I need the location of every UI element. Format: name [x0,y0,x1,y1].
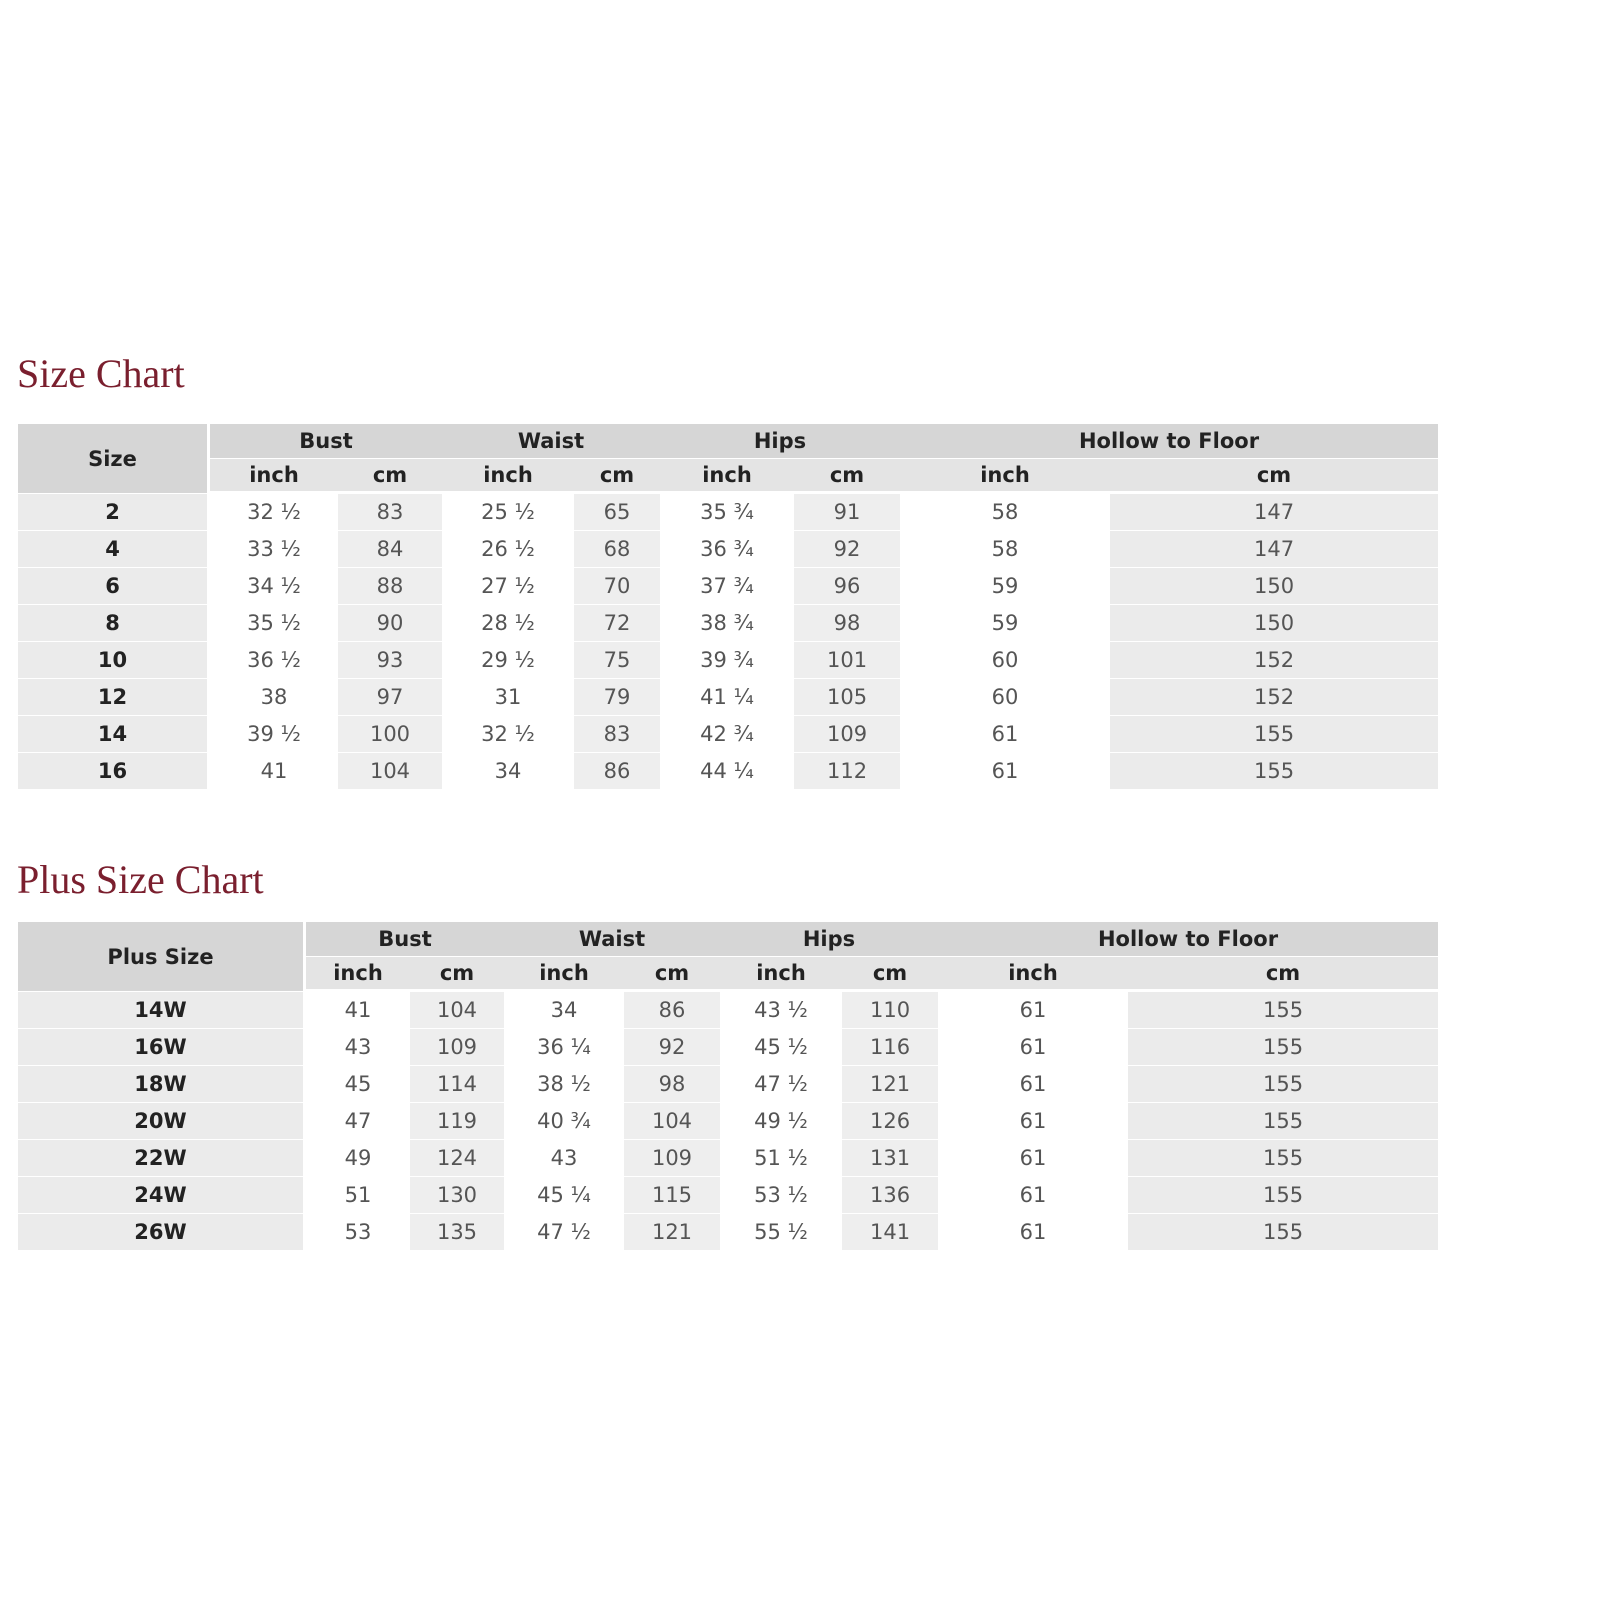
measurement-cell: 92 [794,531,900,568]
measurement-cell: 26 ½ [442,531,574,568]
size-cell: 26W [18,1214,306,1251]
measurement-cell: 96 [794,568,900,605]
measurement-cell: 109 [624,1140,720,1177]
size-chart-body [18,494,1438,790]
measurement-cell: 60 [900,642,1110,679]
measurement-cell: 112 [794,753,900,790]
unit-header: inch [442,459,574,494]
size-cell: 14W [18,992,306,1029]
measurement-cell: 41 [210,753,338,790]
measurement-cell: 37 ¾ [660,568,794,605]
measurement-cell: 45 [306,1066,410,1103]
measurement-cell: 126 [842,1103,938,1140]
measurement-cell: 75 [574,642,660,679]
table-row [18,568,1438,605]
table-row [18,494,1438,531]
measurement-cell: 61 [938,1029,1128,1066]
measurement-cell: 92 [624,1029,720,1066]
hollow-to-floor-header: Hollow to Floor [938,922,1438,957]
size-cell: 8 [18,605,210,642]
unit-header: inch [660,459,794,494]
measurement-cell: 104 [338,753,442,790]
plus-size-chart-title: Plus Size Chart [17,857,264,902]
unit-header: inch [306,957,410,992]
measurement-cell: 34 ½ [210,568,338,605]
table-row [18,1066,1438,1103]
unit-header: cm [1128,957,1438,992]
measurement-cell: 104 [624,1103,720,1140]
measurement-cell: 109 [794,716,900,753]
unit-header: cm [410,957,504,992]
measurement-cell: 110 [842,992,938,1029]
measurement-cell: 35 ¾ [660,494,794,531]
measurement-cell: 105 [794,679,900,716]
hips-header: Hips [720,922,938,957]
table-row [18,531,1438,568]
plus-size-column-header: Plus Size [18,922,306,992]
table-row [18,1029,1438,1066]
measurement-cell: 88 [338,568,442,605]
measurement-cell: 135 [410,1214,504,1251]
measurement-cell: 101 [794,642,900,679]
measurement-cell: 83 [338,494,442,531]
size-cell: 22W [18,1140,306,1177]
measurement-cell: 109 [410,1029,504,1066]
measurement-cell: 141 [842,1214,938,1251]
table-row [18,605,1438,642]
size-cell: 12 [18,679,210,716]
measurement-cell: 121 [624,1214,720,1251]
measurement-cell: 43 [306,1029,410,1066]
measurement-cell: 49 [306,1140,410,1177]
measurement-cell: 61 [900,753,1110,790]
table-row [18,753,1438,790]
measurement-cell: 136 [842,1177,938,1214]
size-cell: 20W [18,1103,306,1140]
measurement-cell: 121 [842,1066,938,1103]
measurement-cell: 49 ½ [720,1103,842,1140]
measurement-cell: 31 [442,679,574,716]
measurement-cell: 93 [338,642,442,679]
measurement-cell: 40 ¾ [504,1103,624,1140]
measurement-cell: 91 [794,494,900,531]
unit-header: cm [624,957,720,992]
size-cell: 18W [18,1066,306,1103]
measurement-cell: 29 ½ [442,642,574,679]
measurement-cell: 98 [794,605,900,642]
unit-header: inch [504,957,624,992]
size-cell: 6 [18,568,210,605]
measurement-cell: 43 ½ [720,992,842,1029]
measurement-cell: 131 [842,1140,938,1177]
measurement-cell: 155 [1128,1214,1438,1251]
unit-header: inch [900,459,1110,494]
measurement-cell: 79 [574,679,660,716]
measurement-cell: 34 [442,753,574,790]
measurement-cell: 61 [938,1066,1128,1103]
measurement-cell: 155 [1110,716,1438,753]
size-column-header: Size [18,424,210,494]
size-cell: 16W [18,1029,306,1066]
measurement-cell: 119 [410,1103,504,1140]
plus-size-chart-table [18,922,1438,1251]
measurement-cell: 152 [1110,679,1438,716]
size-chart-title: Size Chart [17,351,185,396]
measurement-cell: 61 [938,1214,1128,1251]
measurement-cell: 61 [938,1103,1128,1140]
measurement-cell: 155 [1128,1103,1438,1140]
measurement-cell: 38 [210,679,338,716]
measurement-cell: 104 [410,992,504,1029]
measurement-cell: 61 [938,1177,1128,1214]
measurement-cell: 65 [574,494,660,531]
waist-header: Waist [442,424,660,459]
measurement-cell: 130 [410,1177,504,1214]
measurement-cell: 72 [574,605,660,642]
table-row [18,716,1438,753]
measurement-cell: 55 ½ [720,1214,842,1251]
table-row [18,1177,1438,1214]
measurement-cell: 38 ½ [504,1066,624,1103]
measurement-cell: 33 ½ [210,531,338,568]
bust-header: Bust [210,424,442,459]
unit-header: inch [210,459,338,494]
measurement-cell: 115 [624,1177,720,1214]
measurement-cell: 58 [900,531,1110,568]
measurement-cell: 155 [1128,1029,1438,1066]
measurement-cell: 152 [1110,642,1438,679]
measurement-cell: 150 [1110,605,1438,642]
waist-header: Waist [504,922,720,957]
bust-header: Bust [306,922,504,957]
size-cell: 14 [18,716,210,753]
measurement-cell: 86 [624,992,720,1029]
table-row [18,1140,1438,1177]
size-cell: 10 [18,642,210,679]
size-cell: 24W [18,1177,306,1214]
measurement-cell: 45 ½ [720,1029,842,1066]
table-row [18,642,1438,679]
measurement-cell: 51 [306,1177,410,1214]
unit-header: cm [338,459,442,494]
measurement-cell: 32 ½ [210,494,338,531]
measurement-cell: 38 ¾ [660,605,794,642]
measurement-cell: 36 ¼ [504,1029,624,1066]
measurement-cell: 84 [338,531,442,568]
measurement-cell: 47 ½ [504,1214,624,1251]
measurement-cell: 41 [306,992,410,1029]
measurement-cell: 61 [938,992,1128,1029]
size-cell: 4 [18,531,210,568]
measurement-cell: 155 [1128,1140,1438,1177]
measurement-cell: 53 ½ [720,1177,842,1214]
measurement-cell: 41 ¼ [660,679,794,716]
measurement-cell: 51 ½ [720,1140,842,1177]
measurement-cell: 47 [306,1103,410,1140]
measurement-cell: 70 [574,568,660,605]
measurement-cell: 39 ½ [210,716,338,753]
hips-header: Hips [660,424,900,459]
measurement-cell: 32 ½ [442,716,574,753]
measurement-cell: 43 [504,1140,624,1177]
measurement-cell: 147 [1110,494,1438,531]
unit-header: cm [574,459,660,494]
measurement-cell: 83 [574,716,660,753]
size-cell: 16 [18,753,210,790]
measurement-cell: 155 [1128,992,1438,1029]
unit-header: cm [842,957,938,992]
table-row [18,1214,1438,1251]
unit-header: cm [1110,459,1438,494]
size-chart-table [18,424,1438,790]
measurement-cell: 114 [410,1066,504,1103]
measurement-cell: 45 ¼ [504,1177,624,1214]
measurement-cell: 86 [574,753,660,790]
measurement-cell: 53 [306,1214,410,1251]
measurement-cell: 36 ¾ [660,531,794,568]
measurement-cell: 147 [1110,531,1438,568]
measurement-cell: 58 [900,494,1110,531]
measurement-cell: 59 [900,568,1110,605]
measurement-cell: 116 [842,1029,938,1066]
measurement-cell: 28 ½ [442,605,574,642]
unit-header: inch [720,957,842,992]
measurement-cell: 155 [1128,1177,1438,1214]
hollow-to-floor-header: Hollow to Floor [900,424,1438,459]
measurement-cell: 61 [900,716,1110,753]
measurement-cell: 90 [338,605,442,642]
measurement-cell: 25 ½ [442,494,574,531]
measurement-cell: 98 [624,1066,720,1103]
measurement-cell: 34 [504,992,624,1029]
measurement-cell: 155 [1128,1066,1438,1103]
measurement-cell: 59 [900,605,1110,642]
measurement-cell: 100 [338,716,442,753]
measurement-cell: 150 [1110,568,1438,605]
unit-header: cm [794,459,900,494]
measurement-cell: 36 ½ [210,642,338,679]
unit-header: inch [938,957,1128,992]
table-row [18,679,1438,716]
size-cell: 2 [18,494,210,531]
table-row [18,1103,1438,1140]
measurement-cell: 68 [574,531,660,568]
measurement-cell: 124 [410,1140,504,1177]
measurement-cell: 97 [338,679,442,716]
measurement-cell: 61 [938,1140,1128,1177]
measurement-cell: 44 ¼ [660,753,794,790]
plus-size-chart-body [18,992,1438,1251]
measurement-cell: 42 ¾ [660,716,794,753]
measurement-cell: 35 ½ [210,605,338,642]
measurement-cell: 27 ½ [442,568,574,605]
measurement-cell: 47 ½ [720,1066,842,1103]
measurement-cell: 155 [1110,753,1438,790]
measurement-cell: 60 [900,679,1110,716]
table-row [18,992,1438,1029]
measurement-cell: 39 ¾ [660,642,794,679]
